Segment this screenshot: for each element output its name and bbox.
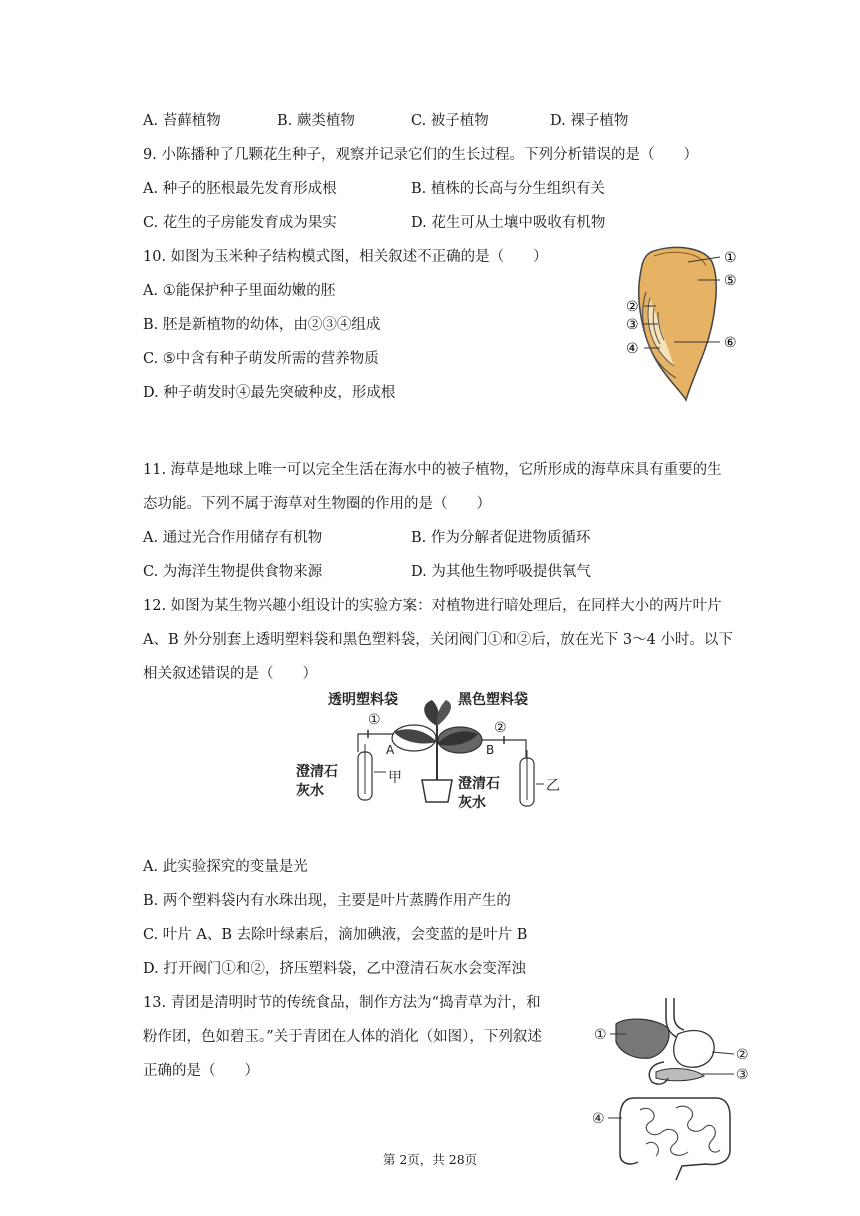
photosynthesis-experiment-diagram — [290, 686, 580, 816]
q9-option-b: B. 植株的长高与分生组织有关 — [411, 181, 605, 197]
label-leaf-b: B — [486, 743, 495, 757]
q13-stem-line1: 13. 青团是清明时节的传统食品，制作方法为“捣青草为汁，和 — [143, 995, 541, 1011]
label-tube-jia: 甲 — [388, 770, 402, 786]
q12-option-b: B. 两个塑料袋内有水珠出现，主要是叶片蒸腾作用产生的 — [143, 893, 511, 909]
seed-label-2: ② — [626, 299, 639, 315]
q12-option-d: D. 打开阀门①和②，挤压塑料袋，乙中澄清石灰水会变浑浊 — [143, 961, 526, 977]
q12-option-a: A. 此实验探究的变量是光 — [143, 859, 308, 875]
digestive-label-2: ② — [736, 1047, 749, 1063]
q11-option-a: A. 通过光合作用储存有机物 — [143, 530, 323, 546]
seed-label-6: ⑥ — [724, 335, 737, 351]
label-valve-1: ① — [368, 712, 381, 728]
label-valve-2: ② — [494, 720, 507, 736]
q9-option-c: C. 花生的子房能发育成为果实 — [143, 215, 337, 231]
q12-option-c: C. 叶片 A、B 去除叶绿素后，滴加碘液，会变蓝的是叶片 B — [143, 927, 528, 943]
corn-seed-diagram — [596, 240, 756, 405]
digestive-label-4: ④ — [592, 1111, 605, 1127]
q9-option-a: A. 种子的胚根最先发育形成根 — [143, 181, 337, 197]
q11-option-b: B. 作为分解者促进物质循环 — [411, 530, 591, 546]
q8-option-a: A. 苔藓植物 — [143, 113, 221, 129]
q9-stem: 9. 小陈播种了几颗花生种子，观察并记录它们的生长过程。下列分析错误的是（ ） — [143, 147, 698, 163]
q11-stem-line2: 态功能。下列不属于海草对生物圈的作用的是（ ） — [143, 496, 491, 512]
q12-stem-line1: 12. 如图为某生物兴趣小组设计的实验方案：对植物进行暗处理后，在同样大小的两片叶片 — [143, 598, 722, 614]
seed-label-4: ④ — [626, 341, 639, 357]
seed-label-5: ⑤ — [724, 273, 737, 289]
q10-stem: 10. 如图为玉米种子结构模式图，相关叙述不正确的是（ ） — [143, 249, 548, 265]
digestive-label-1: ① — [594, 1027, 607, 1043]
page-number: 第 2页，共 28页 — [382, 1152, 478, 1167]
label-limewater-right-2: 灰水 — [458, 795, 486, 811]
q8-option-d: D. 裸子植物 — [550, 113, 629, 129]
label-clear-bag: 透明塑料袋 — [328, 692, 398, 708]
q10-option-b: B. 胚是新植物的幼体，由②③④组成 — [143, 317, 381, 333]
q10-option-c: C. ⑤中含有种子萌发所需的营养物质 — [143, 351, 379, 367]
q11-option-d: D. 为其他生物呼吸提供氧气 — [411, 564, 591, 580]
seed-label-3: ③ — [626, 317, 639, 333]
label-leaf-a: A — [386, 743, 395, 757]
q12-stem-line3: 相关叙述错误的是（ ） — [143, 666, 317, 682]
q8-option-b: B. 蕨类植物 — [277, 113, 355, 129]
q8-option-c: C. 被子植物 — [411, 113, 489, 129]
q13-stem-line2: 粉作团，色如碧玉。”关于青团在人体的消化（如图），下列叙述 — [143, 1029, 542, 1045]
seed-label-1: ① — [724, 250, 737, 266]
label-limewater-right-1: 澄清石 — [458, 776, 500, 792]
q9-option-d: D. 花生可从土壤中吸收有机物 — [411, 215, 606, 231]
label-limewater-left-1: 澄清石 — [296, 764, 338, 780]
q11-option-c: C. 为海洋生物提供食物来源 — [143, 564, 323, 580]
q13-stem-line3: 正确的是（ ） — [143, 1063, 259, 1079]
label-limewater-left-2: 灰水 — [296, 783, 324, 799]
q12-stem-line2: A、B 外分别套上透明塑料袋和黑色塑料袋，关闭阀门①和②后，放在光下 3～4 小时。以下 — [143, 632, 733, 648]
q10-option-a: A. ①能保护种子里面幼嫩的胚 — [143, 283, 336, 299]
q11-stem-line1: 11. 海草是地球上唯一可以完全生活在海水中的被子植物，它所形成的海草床具有重要的生 — [143, 462, 722, 478]
label-tube-yi: 乙 — [546, 778, 560, 794]
label-black-bag: 黑色塑料袋 — [458, 692, 528, 708]
q10-option-d: D. 种子萌发时④最先突破种皮，形成根 — [143, 385, 396, 401]
digestive-label-3: ③ — [736, 1067, 749, 1083]
